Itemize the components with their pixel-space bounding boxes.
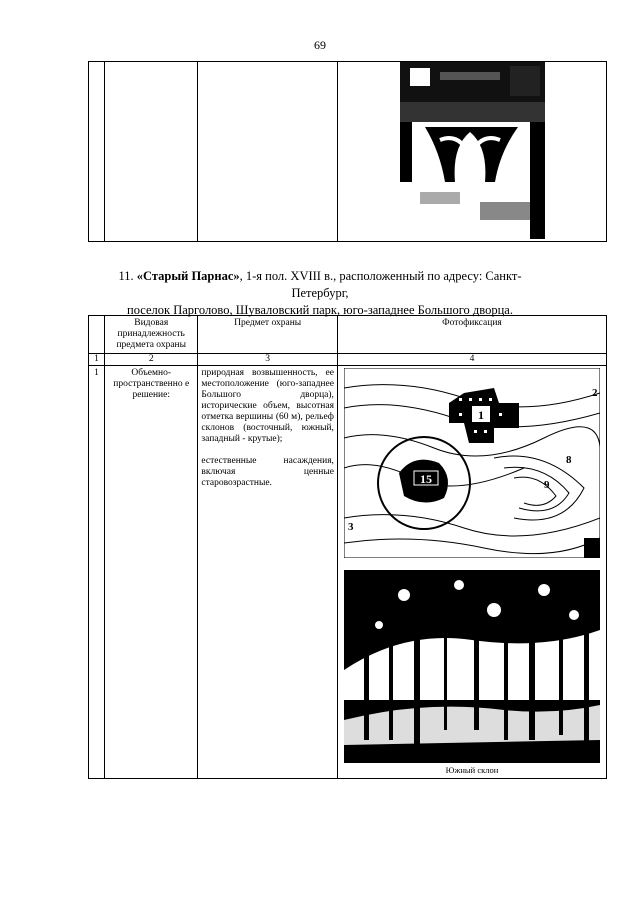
architectural-detail-photo: [400, 62, 545, 239]
map-label-3: 3: [347, 521, 354, 533]
empty-cell: [198, 62, 338, 242]
map-label-1: 1: [477, 408, 484, 422]
map-label-8: 8: [565, 454, 572, 466]
column-number: 4: [337, 354, 606, 366]
empty-cell: [105, 62, 198, 242]
object-description-line2: поселок Парголово, Шуваловский парк, юго-западнее Большого дворца.: [127, 303, 513, 317]
header-cell-num: [89, 316, 105, 354]
subject-paragraph: природная возвышенность, ее местоположение (юго-западнее Большого дворца), исторические объем, высотная отметка вершины (60 м), рельеф склонов (восточный, южный, западный - крутые);: [201, 368, 334, 444]
column-number: 2: [105, 354, 198, 366]
column-number: 1: [89, 354, 105, 366]
photo-caption: Южный склон: [445, 765, 499, 775]
map-label-9: 9: [543, 479, 550, 491]
photo-cell: [337, 62, 606, 242]
header-cell-photo: Фотофиксация: [337, 316, 606, 354]
row-photos: [337, 366, 606, 779]
topographic-map-image: [344, 368, 600, 558]
subject-paragraph: естественные насаждения, включая ценные старовозрастные.: [201, 456, 334, 488]
object-number: 11.: [118, 269, 134, 283]
row-subject: [198, 366, 338, 779]
table-row: [89, 366, 607, 779]
page-number: 69: [314, 38, 326, 52]
header-cell-type: Видовая принадлежность предмета охраны: [105, 316, 198, 354]
header-cell-subject: Предмет охраны: [198, 316, 338, 354]
object-name: «Старый Парнас»: [136, 269, 240, 283]
protection-subject-table: [88, 315, 607, 779]
object-heading: [90, 268, 550, 319]
row-number: 1: [89, 366, 105, 779]
row-type: Объемно-пространственно е решение:: [105, 366, 198, 779]
empty-cell: [89, 62, 105, 242]
column-number: 3: [198, 354, 338, 366]
map-label-2: 2: [591, 387, 598, 399]
south-slope-photo: [344, 570, 600, 763]
map-label-15: 15: [419, 472, 432, 486]
previous-object-table-fragment: [88, 61, 607, 242]
object-description-line1: , 1-я пол. XVIII в., расположенный по адресу: Санкт-Петербург,: [239, 269, 522, 300]
